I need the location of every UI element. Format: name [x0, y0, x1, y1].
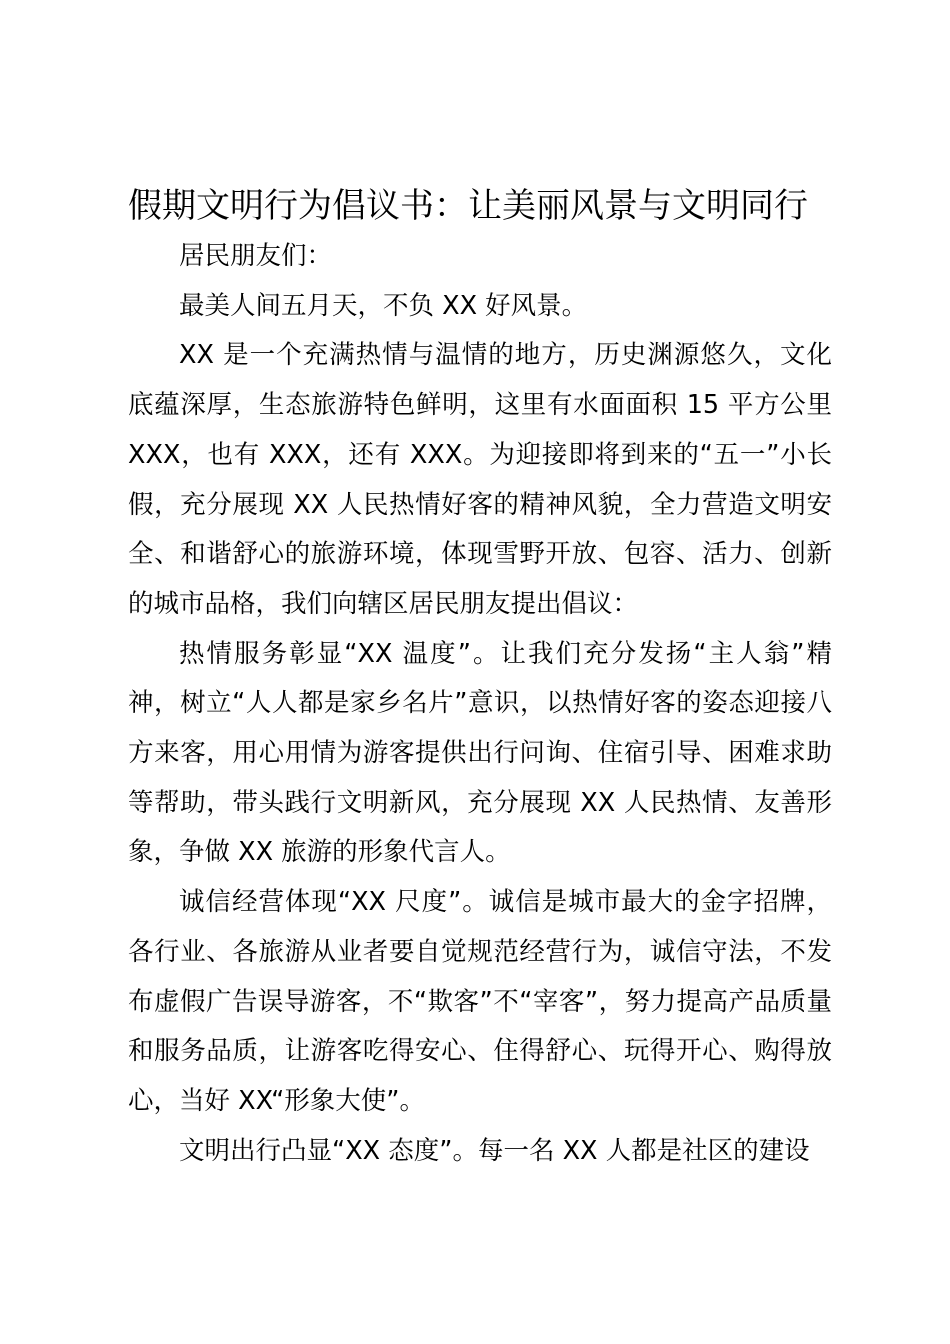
- paragraph: 最美人间五月天，不负 XX 好风景。: [179, 290, 588, 321]
- salutation: 居民朋友们：: [179, 241, 333, 271]
- paragraph: 热情服务彰显“XX 温度”。让我们充分发扬“主人翁”精神，树立“人人都是家乡名片”意识，以热情好客的姿态迎接八方来客，用心用情为游客提供出行问询、住宿引导、困难求助等帮助，带头践行文明新风，充分展现 XX 人民热情、友善形象，争做 XX 旅游的形象代言人。: [128, 638, 832, 868]
- paragraph: XX 是一个充满热情与温情的地方，历史渊源悠久，文化底蕴深厚，生态旅游特色鲜明，这里有水面面积 15 平方公里 XXX，也有 XXX，还有 XXX。为迎接即将到来的“五一”小长假，充分展现 XX 人民热情好客的精神风貌，全力营造文明安全、和谐舒心的旅游环境，体现雪野开放、包容、活力、创新的城市品格，我们向辖区居民朋友提出倡议：: [128, 340, 832, 619]
- document-body: [128, 232, 832, 1176]
- document-title: 假期文明行为倡议书：让美丽风景与文明同行: [128, 186, 808, 226]
- paragraph: 诚信经营体现“XX 尺度”。诚信是城市最大的金字招牌，各行业、各旅游从业者要自觉规范经营行为，诚信守法，不发布虚假广告误导游客，不“欺客”不“宰客”，努力提高产品质量和服务品质，让游客吃得安心、住得舒心、玩得开心、购得放心，当好 XX“形象大使”。: [128, 887, 832, 1116]
- paragraph: 文明出行凸显“XX 态度”。每一名 XX 人都是社区的建设: [179, 1135, 810, 1166]
